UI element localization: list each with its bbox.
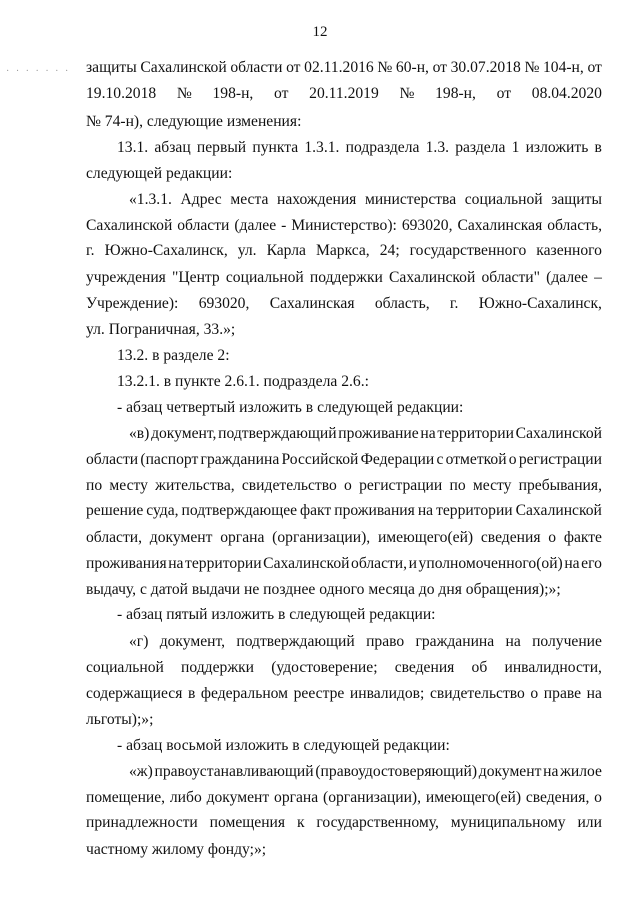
word: о bbox=[530, 685, 539, 702]
word: о bbox=[344, 477, 352, 494]
word: – bbox=[594, 269, 602, 286]
word: министерства bbox=[364, 191, 457, 208]
word: первый bbox=[196, 139, 247, 156]
word: учреждения bbox=[86, 269, 166, 286]
word: Карла bbox=[266, 242, 306, 259]
word: - bbox=[281, 217, 287, 234]
word: (удостоверение; bbox=[271, 659, 378, 676]
word: Сахалинской bbox=[263, 555, 350, 572]
word: о bbox=[508, 451, 517, 468]
word: социальной bbox=[225, 269, 304, 286]
word: области, bbox=[351, 555, 408, 572]
text-line bbox=[129, 426, 602, 442]
text-line: - абзац пятый изложить в следующей редакции: bbox=[117, 606, 436, 623]
word: (правоудостоверяющий) bbox=[315, 763, 478, 780]
word: области bbox=[86, 451, 139, 468]
word: Сахалинской bbox=[515, 502, 602, 519]
text-line bbox=[86, 478, 602, 494]
word: территории bbox=[437, 425, 514, 442]
word: 693020, bbox=[401, 217, 453, 234]
text-line: 13.2.1. в пункте 2.6.1. подраздела 2.6.: bbox=[117, 373, 369, 390]
word: «в) bbox=[129, 425, 150, 442]
word: 24; bbox=[379, 242, 400, 259]
word: федеральном bbox=[200, 685, 289, 702]
word: на bbox=[586, 685, 602, 702]
word: Сахалинской bbox=[515, 425, 602, 442]
word: (паспорт bbox=[140, 451, 199, 468]
word: государственному, bbox=[316, 814, 439, 831]
word: 20.11.2019 bbox=[309, 85, 379, 102]
word: о bbox=[548, 529, 557, 546]
word: 02.11.2016 bbox=[304, 59, 374, 76]
word: изложить bbox=[525, 139, 589, 156]
word: органа bbox=[274, 789, 319, 806]
word: (далее bbox=[234, 217, 277, 234]
word: и bbox=[408, 555, 417, 572]
word: об bbox=[471, 659, 488, 676]
word: инвалидов; bbox=[349, 685, 425, 702]
word: 19.10.2018 bbox=[86, 85, 157, 102]
word: социальной bbox=[86, 659, 164, 676]
word: Сахалинская bbox=[269, 295, 355, 312]
word: 13.1. bbox=[117, 139, 149, 156]
text-line bbox=[86, 503, 602, 519]
word: Российской bbox=[281, 451, 359, 468]
word: инвалидности, bbox=[504, 659, 602, 676]
word: 198-н, bbox=[435, 85, 476, 102]
word: Маркса, bbox=[316, 242, 370, 259]
word: от bbox=[496, 85, 512, 102]
word: факте bbox=[563, 529, 602, 546]
text-line: - абзац восьмой изложить в следующей редакции: bbox=[117, 737, 450, 754]
word: муниципальному bbox=[450, 814, 566, 831]
word: места bbox=[230, 191, 269, 208]
text-line: № 74-н), следующие изменения: bbox=[86, 113, 302, 130]
word: проживание bbox=[338, 425, 419, 442]
word: на bbox=[543, 763, 559, 780]
word: на bbox=[420, 425, 436, 442]
word: 693020, bbox=[198, 295, 250, 312]
word: его bbox=[581, 555, 602, 572]
word: факт bbox=[300, 502, 332, 519]
word: от bbox=[587, 59, 602, 76]
word: защиты bbox=[551, 191, 602, 208]
word: имеющего(ей) bbox=[377, 529, 474, 546]
text-line: - абзац четвертый изложить в следующей редакции: bbox=[117, 399, 464, 416]
word: сведения bbox=[394, 659, 455, 676]
word: подтверждающее bbox=[181, 502, 298, 519]
word: г. bbox=[86, 242, 95, 259]
word: области bbox=[230, 59, 283, 76]
word: № bbox=[399, 85, 415, 102]
text-line: льготы);»; bbox=[86, 711, 154, 728]
word: Министерство): bbox=[291, 217, 397, 234]
word: праве bbox=[543, 685, 582, 702]
word: правоустанавливающий bbox=[154, 763, 314, 780]
word: (организации), bbox=[323, 789, 422, 806]
word: на bbox=[168, 555, 184, 572]
word: 30.07.2018 bbox=[450, 59, 521, 76]
word: области, bbox=[86, 529, 143, 546]
word: Сахалинская bbox=[457, 217, 543, 234]
word: (далее bbox=[546, 269, 588, 286]
word: в bbox=[187, 685, 196, 702]
word: либо bbox=[169, 789, 202, 806]
word: раздела bbox=[455, 139, 506, 156]
word: ул. bbox=[237, 242, 257, 259]
word: гражданина bbox=[200, 451, 280, 468]
word: право bbox=[366, 633, 405, 650]
word: от bbox=[432, 59, 447, 76]
word: уполномоченного(ой) bbox=[418, 555, 563, 572]
page-number: 12 bbox=[312, 24, 328, 40]
text-line bbox=[86, 218, 602, 234]
word: документ, bbox=[151, 425, 217, 442]
word: пункта bbox=[252, 139, 299, 156]
text-line bbox=[86, 296, 602, 312]
word: в bbox=[594, 139, 602, 156]
text-line bbox=[86, 530, 602, 546]
word: 1 bbox=[511, 139, 520, 156]
text-line bbox=[86, 243, 602, 259]
text-line bbox=[86, 815, 602, 831]
word: сведения bbox=[480, 529, 541, 546]
word: по bbox=[86, 477, 103, 494]
text-line bbox=[86, 60, 602, 76]
word: Федерации bbox=[360, 451, 435, 468]
word: к bbox=[296, 814, 305, 831]
word: Адрес bbox=[180, 191, 222, 208]
word: отметкой bbox=[445, 451, 507, 468]
text-line bbox=[129, 764, 602, 780]
text-line bbox=[86, 452, 602, 468]
word: от bbox=[286, 59, 301, 76]
word: № bbox=[176, 85, 192, 102]
word: жительства, bbox=[155, 477, 235, 494]
word: социальной bbox=[464, 191, 543, 208]
text-line bbox=[86, 86, 602, 102]
word: 08.04.2020 bbox=[531, 85, 602, 102]
text-line: ул. Пограничная, 33.»; bbox=[86, 321, 236, 338]
word: документ, bbox=[159, 633, 226, 650]
word: получение bbox=[532, 633, 602, 650]
word: «г) bbox=[129, 633, 149, 650]
word: или bbox=[577, 814, 602, 831]
word: свидетельство bbox=[241, 477, 337, 494]
word: 1.3.1. bbox=[304, 139, 340, 156]
word: № bbox=[524, 59, 540, 76]
word: подтверждающий bbox=[236, 633, 355, 650]
word: подтверждающий bbox=[218, 425, 337, 442]
word: Южно-Сахалинск, bbox=[104, 242, 228, 259]
text-line bbox=[86, 686, 602, 702]
text-line bbox=[86, 556, 602, 572]
text-line bbox=[86, 660, 602, 676]
word: документ bbox=[149, 529, 213, 546]
word: жилое bbox=[560, 763, 602, 780]
word: 1.3. bbox=[425, 139, 450, 156]
word: содержащиеся bbox=[86, 685, 183, 702]
word: "Центр bbox=[172, 269, 220, 286]
word: «1.3.1. bbox=[129, 191, 172, 208]
word: территории bbox=[185, 555, 262, 572]
word: Сахалинской bbox=[140, 59, 227, 76]
word: нахождения bbox=[276, 191, 357, 208]
word: гражданина bbox=[415, 633, 495, 650]
word: территории bbox=[436, 502, 513, 519]
word: сведения, bbox=[525, 789, 590, 806]
word: на bbox=[505, 633, 521, 650]
text-line: 13.2. в разделе 2: bbox=[117, 347, 230, 364]
text-line bbox=[129, 634, 602, 650]
word: органа bbox=[220, 529, 265, 546]
word: на bbox=[564, 555, 580, 572]
word: г. bbox=[449, 295, 459, 312]
word: области bbox=[177, 217, 230, 234]
word: область, bbox=[547, 217, 602, 234]
word: на bbox=[417, 502, 434, 519]
word: по bbox=[449, 477, 466, 494]
word: имеющего(ей) bbox=[425, 789, 522, 806]
word: документ bbox=[206, 789, 270, 806]
word: суда, bbox=[146, 502, 179, 519]
word: поддержки bbox=[181, 659, 255, 676]
word: принадлежности bbox=[86, 814, 198, 831]
word: области" bbox=[481, 269, 540, 286]
text-line bbox=[129, 192, 602, 208]
word: реестре bbox=[293, 685, 345, 702]
word: защиты bbox=[86, 59, 137, 76]
word: регистрации bbox=[518, 451, 602, 468]
word: Южно-Сахалинск, bbox=[478, 295, 602, 312]
word: (организации), bbox=[272, 529, 371, 546]
word: пребывания, bbox=[518, 477, 602, 494]
word: абзац bbox=[154, 139, 191, 156]
text-line: выдачу, с датой выдачи не позднее одного месяца до дня обращения);»; bbox=[86, 581, 561, 598]
word: государственного bbox=[409, 242, 527, 259]
text-line bbox=[86, 270, 602, 286]
word: область, bbox=[374, 295, 430, 312]
word: с bbox=[436, 451, 444, 468]
word: документ bbox=[478, 763, 542, 780]
text-line: частному жилому фонду;»; bbox=[86, 841, 267, 858]
word: месту bbox=[109, 477, 148, 494]
word: № bbox=[377, 59, 393, 76]
text-line bbox=[117, 140, 602, 156]
word: Учреждение): bbox=[86, 295, 179, 312]
word: свидетельство bbox=[429, 685, 525, 702]
word: Сахалинской bbox=[389, 269, 476, 286]
word: проживания bbox=[334, 502, 415, 519]
word: помещения bbox=[209, 814, 286, 831]
word: 198-н, bbox=[212, 85, 254, 102]
word: помещение, bbox=[86, 789, 166, 806]
word: 104-н, bbox=[542, 59, 584, 76]
word: месту bbox=[472, 477, 512, 494]
word: поддержки bbox=[309, 269, 383, 286]
word: «ж) bbox=[129, 763, 153, 780]
word: проживания bbox=[86, 555, 167, 572]
word: регистрации bbox=[359, 477, 443, 494]
word: от bbox=[274, 85, 289, 102]
text-line: следующей редакции: bbox=[86, 165, 233, 182]
word: о bbox=[594, 789, 602, 806]
word: казенного bbox=[536, 242, 602, 259]
word: решение bbox=[86, 502, 144, 519]
word: Сахалинской bbox=[86, 217, 173, 234]
text-line bbox=[86, 790, 602, 806]
word: подраздела bbox=[345, 139, 420, 156]
margin-mark: · · · · · · · bbox=[6, 66, 71, 77]
word: 60-н, bbox=[395, 59, 429, 76]
